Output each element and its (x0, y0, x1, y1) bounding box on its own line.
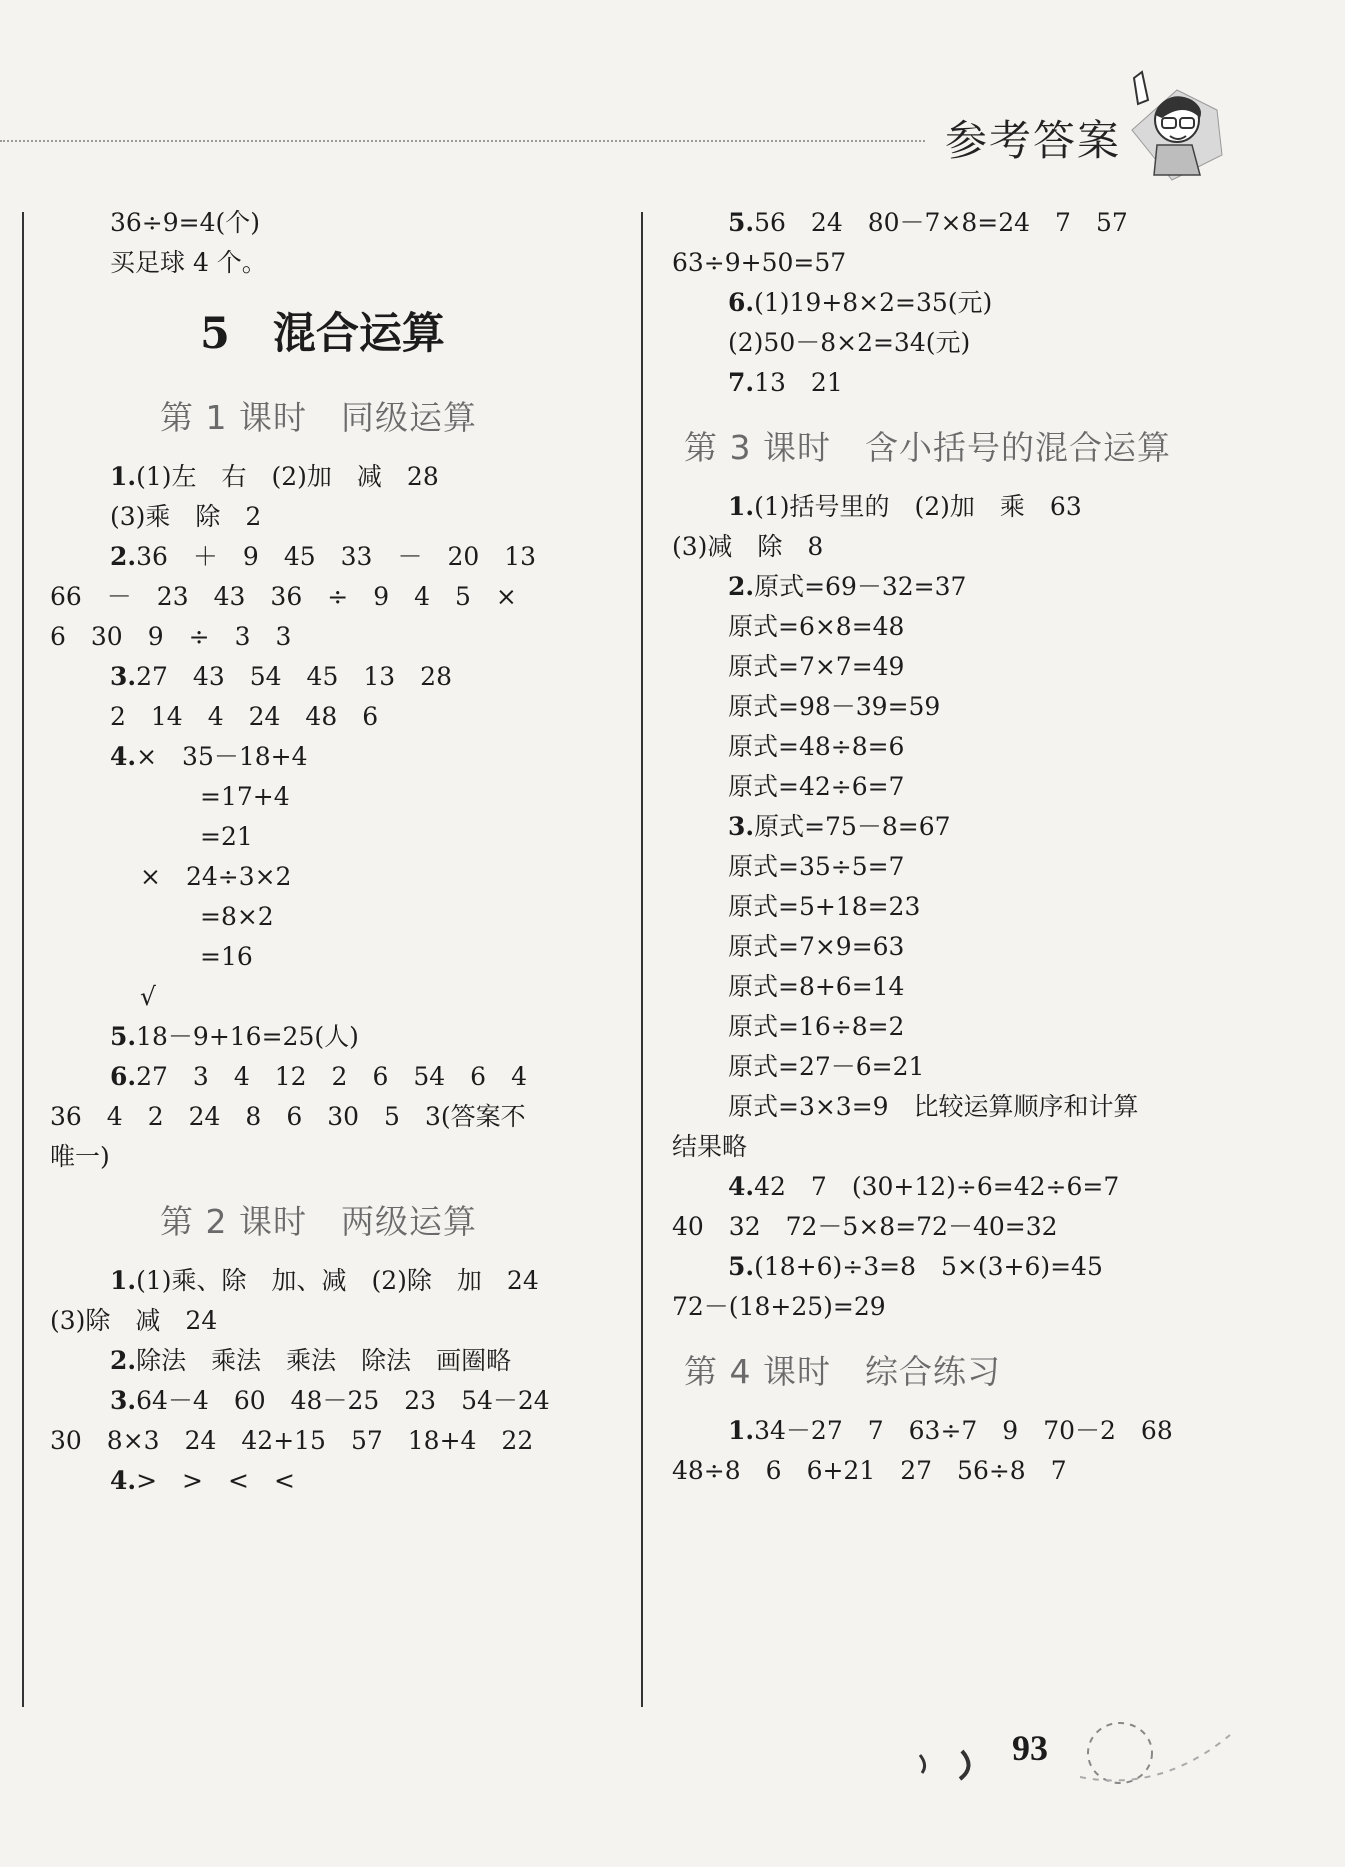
answer-line: (3)减 除 8 (672, 532, 824, 561)
left-margin-rule (22, 212, 24, 1707)
answer-line: × 24÷3×2 (140, 862, 292, 891)
center-column-rule (641, 212, 643, 1707)
header-dotted-rule (0, 140, 925, 142)
lesson-title: 第 2 课时 两级运算 (160, 1202, 477, 1241)
answer-line: (3)乘 除 2 (110, 502, 262, 531)
answer-line: 36÷9=4(个) (110, 208, 261, 237)
answer-item (110, 1346, 511, 1376)
item-text: 36 ＋ 9 45 33 － 20 13 (136, 542, 537, 571)
answer-item (728, 1416, 1173, 1446)
item-number: 1. (728, 1416, 755, 1445)
item-text: (1)括号里的 (2)加 乘 63 (754, 492, 1082, 521)
item-number: 1. (110, 1266, 137, 1295)
answer-line: 36 4 2 24 8 6 30 5 3(答案不 (50, 1102, 526, 1131)
answer-item (110, 1386, 550, 1416)
answer-line: 63÷9+50=57 (672, 248, 847, 277)
item-number: 2. (110, 542, 137, 571)
item-text: (1)乘、除 加、减 (2)除 加 24 (136, 1266, 539, 1295)
answer-item (728, 1252, 1103, 1282)
answer-item (728, 288, 992, 318)
item-text: 42 7 (30+12)÷6=42÷6=7 (754, 1172, 1120, 1201)
answer-item (110, 1022, 359, 1052)
footer-swirl-icon (900, 1715, 1240, 1795)
item-number: 3. (110, 1386, 137, 1415)
answer-line: =8×2 (200, 902, 274, 931)
item-number: 4. (110, 1466, 137, 1495)
answer-item (728, 1172, 1119, 1202)
lesson-title: 第 4 课时 综合练习 (684, 1352, 1001, 1391)
answer-item (110, 542, 536, 572)
answer-item (728, 572, 966, 602)
answer-line: √ (140, 982, 156, 1011)
lesson-title: 第 3 课时 含小括号的混合运算 (684, 428, 1171, 467)
answer-item (110, 1466, 295, 1496)
item-number: 1. (728, 492, 755, 521)
answer-line: =17+4 (200, 782, 290, 811)
answer-line: 原式=16÷8=2 (728, 1012, 905, 1041)
answer-item (110, 462, 439, 492)
item-text: (18+6)÷3=8 5×(3+6)=45 (754, 1252, 1103, 1281)
answer-item (728, 368, 843, 398)
item-text: (1)19+8×2=35(元) (754, 288, 993, 317)
item-text: 原式=75－8=67 (754, 812, 951, 841)
item-text: 原式=69－32=37 (754, 572, 967, 601)
item-number: 6. (728, 288, 755, 317)
answer-line: =16 (200, 942, 253, 971)
chapter-title: 5 混合运算 (200, 309, 445, 359)
answer-line: 原式=5+18=23 (728, 892, 921, 921)
answer-item (110, 742, 308, 772)
answer-line: 买足球 4 个。 (110, 248, 267, 277)
answer-line: 原式=48÷8=6 (728, 732, 905, 761)
item-text: 34－27 7 63÷7 9 70－2 68 (754, 1416, 1173, 1445)
item-text: (1)左 右 (2)加 减 28 (136, 462, 439, 491)
item-number: 5. (728, 1252, 755, 1281)
item-number: 5. (728, 208, 755, 237)
item-text: 18－9+16=25(人) (136, 1022, 359, 1051)
answer-line: (2)50－8×2=34(元) (728, 328, 971, 357)
answer-line: (3)除 减 24 (50, 1306, 218, 1335)
item-number: 1. (110, 462, 137, 491)
answer-line: =21 (200, 822, 253, 851)
item-number: 4. (110, 742, 137, 771)
footer-decoration (900, 1715, 1240, 1799)
item-number: 3. (728, 812, 755, 841)
lesson-title: 第 1 课时 同级运算 (160, 398, 477, 437)
answer-item (728, 812, 951, 842)
page-header-title: 参考答案 (945, 116, 1122, 165)
item-number: 4. (728, 1172, 755, 1201)
answer-line: 原式=3×3=9 比较运算顺序和计算 (728, 1092, 1139, 1121)
answer-item (728, 492, 1082, 522)
answer-line: 48÷8 6 6+21 27 56÷8 7 (672, 1456, 1067, 1485)
answer-line: 40 32 72－5×8=72－40=32 (672, 1212, 1058, 1241)
answer-item (110, 1062, 527, 1092)
answer-line: 原式=42÷6=7 (728, 772, 905, 801)
answer-line: 30 8×3 24 42+15 57 18+4 22 (50, 1426, 534, 1455)
page-number: 93 (1012, 1728, 1048, 1768)
item-number: 3. (110, 662, 137, 691)
answer-line: 原式=35÷5=7 (728, 852, 905, 881)
item-number: 2. (728, 572, 755, 601)
item-number: 5. (110, 1022, 137, 1051)
answer-line: 6 30 9 ÷ 3 3 (50, 622, 292, 651)
answer-line: 结果略 (672, 1132, 748, 1161)
answer-line: 66 － 23 43 36 ÷ 9 4 5 × (50, 582, 517, 611)
answer-line: 原式=8+6=14 (728, 972, 905, 1001)
answer-item (110, 662, 452, 692)
item-text: 64－4 60 48－25 23 54－24 (136, 1386, 550, 1415)
item-text: > > < < (136, 1466, 295, 1495)
item-text: 除法 乘法 乘法 除法 画圈略 (136, 1346, 512, 1375)
item-text: 27 43 54 45 13 28 (136, 662, 452, 691)
item-number: 7. (728, 368, 755, 397)
item-number: 2. (110, 1346, 137, 1375)
answer-line: 原式=27－6=21 (728, 1052, 925, 1081)
item-text: 27 3 4 12 2 6 54 6 4 (136, 1062, 527, 1091)
answer-item (728, 208, 1128, 238)
mascot-icon (1112, 70, 1232, 190)
item-number: 6. (110, 1062, 137, 1091)
item-text: 13 21 (754, 368, 843, 397)
item-text: × 35－18+4 (136, 742, 308, 771)
answer-line: 原式=98－39=59 (728, 692, 941, 721)
answer-line: 原式=7×7=49 (728, 652, 905, 681)
answer-line: 72－(18+25)=29 (672, 1292, 886, 1321)
answer-line: 2 14 4 24 48 6 (110, 702, 379, 731)
item-text: 56 24 80－7×8=24 7 57 (754, 208, 1128, 237)
answer-line: 唯一) (50, 1142, 110, 1171)
answer-line: 原式=6×8=48 (728, 612, 905, 641)
answer-line: 原式=7×9=63 (728, 932, 905, 961)
answer-item (110, 1266, 539, 1296)
